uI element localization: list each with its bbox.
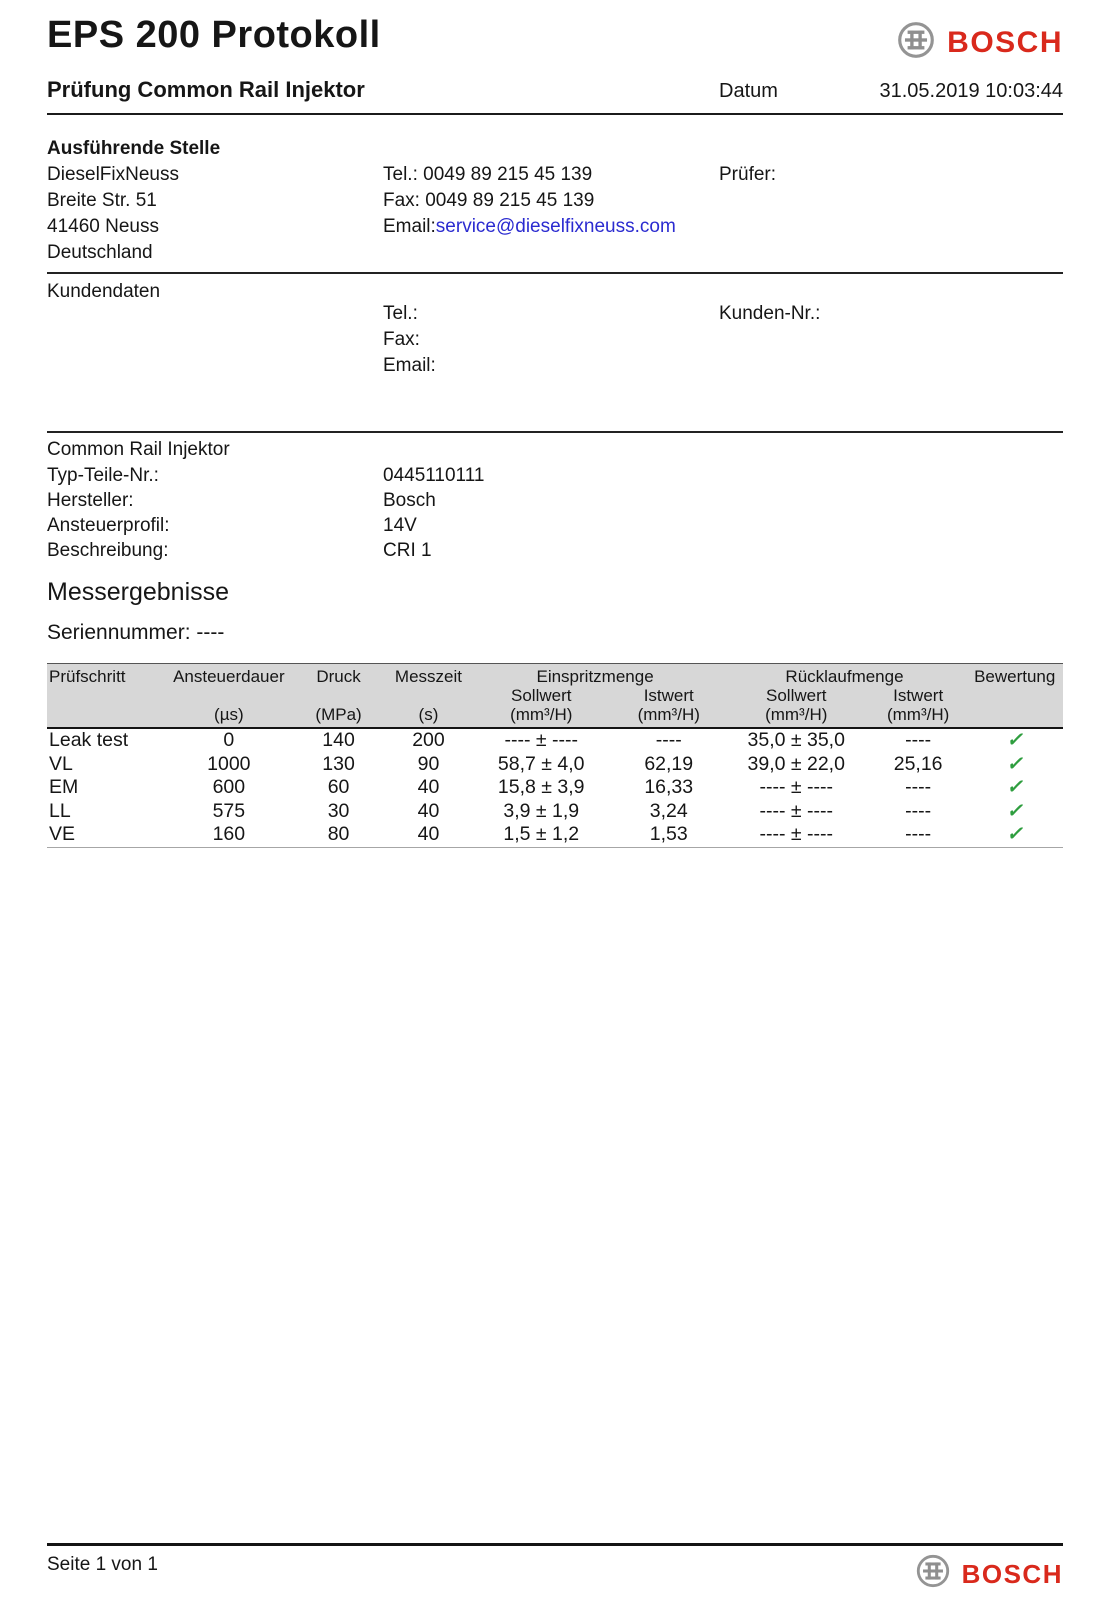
subcol-sollwert: Sollwert [766, 686, 827, 705]
table-row [47, 800, 1063, 824]
unit-mm3h: (mm³/H) [870, 705, 967, 728]
customer-heading-block [47, 278, 383, 379]
table-cell: 80 [288, 823, 390, 847]
unit-mm3h: (mm³/H) [468, 705, 615, 728]
document-subheader [47, 77, 1063, 115]
table-cell: ---- ± ---- [759, 799, 833, 822]
table-cell: ---- [905, 729, 932, 751]
email-link[interactable]: service@dieselfixneuss.com [435, 216, 676, 237]
site-fax-line [383, 188, 719, 214]
table-cell: 0 [223, 729, 235, 751]
col-ansteuerdauer: Ansteuerdauer [173, 667, 285, 686]
results-table [47, 663, 1063, 848]
table-cell: 15,8 ± 3,9 [497, 776, 585, 798]
table-cell: 1,53 [615, 823, 723, 847]
col-ruecklaufmenge: Rücklaufmenge [785, 667, 904, 686]
page-title: EPS 200 Protokoll [47, 14, 381, 56]
injector-value: CRI 1 [383, 540, 432, 561]
table-cell: 40 [417, 799, 440, 822]
unit-us: (µs) [170, 705, 288, 728]
col-bewertung: Bewertung [974, 667, 1056, 686]
table-cell: 40 [389, 823, 467, 847]
table-cell: ---- [905, 799, 932, 822]
site-address-block [47, 135, 383, 266]
customer-section [47, 278, 1063, 379]
site-tel-line [383, 162, 719, 188]
injector-value: 14V [383, 515, 417, 536]
table-cell: 25,16 [893, 752, 943, 775]
injector-heading: Common Rail Injektor [47, 439, 230, 460]
customer-number-block [719, 301, 1063, 379]
table-cell: EM [49, 776, 79, 798]
table-cell: 1,5 ± 1,2 [468, 823, 615, 847]
injector-label: Ansteuerprofil: [47, 515, 170, 536]
executing-site-section [47, 135, 1063, 274]
table-cell: ---- ± ---- [759, 776, 833, 798]
check-icon: ✓ [1006, 752, 1023, 775]
check-icon: ✓ [1006, 799, 1023, 822]
document-header [47, 0, 1063, 66]
customer-fax-label: Fax: [383, 329, 420, 350]
table-cell: 39,0 ± 22,0 [747, 752, 845, 775]
customer-heading: Kundendaten [47, 281, 161, 302]
table-cell: 3,24 [649, 799, 688, 822]
table-cell: ---- ± ---- [504, 729, 578, 751]
col-messzeit: Messzeit [394, 667, 462, 686]
pruefer-label: Prüfer: [719, 164, 777, 185]
site-city: 41460 Neuss [47, 216, 159, 237]
unit-mm3h: (mm³/H) [723, 705, 870, 728]
table-cell: LL [49, 799, 71, 822]
injector-row [47, 463, 1063, 488]
bosch-logo [895, 19, 1063, 66]
unit-mm3h: (mm³/H) [615, 705, 723, 728]
table-row [47, 753, 1063, 777]
table-cell: 60 [327, 776, 350, 798]
table-cell: ---- [870, 823, 967, 847]
site-country: Deutschland [47, 242, 153, 263]
customer-email-label: Email: [383, 355, 436, 376]
injector-value: 0445110111 [383, 465, 485, 486]
site-email-line [383, 214, 719, 240]
table-cell: 575 [212, 799, 246, 822]
serial-number-line [47, 621, 1063, 645]
datum-label: Datum [719, 80, 778, 102]
results-table-header [47, 664, 1063, 729]
tel-label: Tel.: [383, 164, 418, 185]
bosch-armature-icon [914, 1552, 952, 1595]
serial-value: ---- [196, 621, 225, 644]
check-icon: ✓ [1006, 729, 1023, 751]
site-name: DieselFixNeuss [47, 164, 179, 185]
unit-s: (s) [389, 705, 467, 728]
email-label: Email: [383, 216, 436, 237]
table-cell: 30 [327, 799, 350, 822]
table-cell: ---- [905, 776, 932, 798]
col-pruefschritt: Prüfschritt [49, 667, 126, 686]
table-row [47, 728, 1063, 753]
table-cell: VL [49, 752, 73, 775]
table-cell: 140 [322, 729, 355, 751]
site-street: Breite Str. 51 [47, 190, 157, 211]
check-icon: ✓ [966, 823, 1063, 847]
table-cell: 62,19 [644, 752, 694, 775]
table-cell: 1000 [207, 752, 251, 775]
subcol-sollwert: Sollwert [511, 686, 572, 705]
table-cell: 40 [417, 776, 440, 798]
bosch-wordmark: BOSCH [947, 25, 1063, 59]
customer-contact-block [383, 301, 719, 379]
serial-label: Seriennummer: [47, 621, 191, 644]
datum-value: 31.05.2019 10:03:44 [879, 80, 1063, 102]
site-heading: Ausführende Stelle [47, 138, 221, 159]
check-icon: ✓ [1006, 776, 1023, 798]
injector-row [47, 513, 1063, 538]
document-footer [47, 1543, 1063, 1595]
table-row [47, 776, 1063, 800]
site-contact-block [383, 162, 719, 266]
results-heading: Messergebnisse [47, 578, 230, 606]
subcol-istwert: Istwert [643, 686, 694, 705]
fax-label: Fax: [383, 190, 420, 211]
injector-section [47, 431, 1063, 563]
injector-label: Typ-Teile-Nr.: [47, 465, 159, 486]
table-cell: 130 [322, 752, 355, 775]
page-number: Seite 1 von 1 [47, 1554, 158, 1575]
table-cell: 58,7 ± 4,0 [497, 752, 585, 775]
injector-row [47, 538, 1063, 563]
kunden-nr-label: Kunden-Nr.: [719, 303, 821, 324]
bosch-wordmark: BOSCH [961, 1558, 1063, 1589]
table-cell: 16,33 [644, 776, 694, 798]
table-cell: ---- [655, 729, 682, 751]
table-cell: 160 [170, 823, 288, 847]
injector-label: Beschreibung: [47, 540, 169, 561]
bosch-logo-footer [914, 1552, 1063, 1595]
table-cell: 35,0 ± 35,0 [747, 729, 845, 751]
table-cell: 90 [417, 752, 440, 775]
results-table-body [47, 728, 1063, 847]
table-cell: 600 [212, 776, 246, 798]
bosch-armature-icon [895, 19, 937, 66]
site-examiner-block [719, 162, 1063, 266]
table-cell: 3,9 ± 1,9 [503, 799, 580, 822]
col-druck: Druck [316, 667, 361, 686]
unit-mpa: (MPa) [288, 705, 390, 728]
fax-value: 0049 89 215 45 139 [425, 190, 595, 211]
table-cell: 200 [412, 729, 445, 751]
table-row [47, 823, 1063, 847]
subcol-istwert: Istwert [893, 686, 944, 705]
table-cell: Leak test [49, 729, 129, 751]
customer-tel-label: Tel.: [383, 303, 418, 324]
document-subtitle: Prüfung Common Rail Injektor [47, 77, 365, 102]
injector-value: Bosch [383, 490, 436, 511]
table-cell: ---- ± ---- [723, 823, 870, 847]
injector-row [47, 488, 1063, 513]
tel-value: 0049 89 215 45 139 [423, 164, 593, 185]
injector-label: Hersteller: [47, 490, 134, 511]
col-einspritzmenge: Einspritzmenge [536, 667, 654, 686]
table-cell: VE [47, 823, 170, 847]
